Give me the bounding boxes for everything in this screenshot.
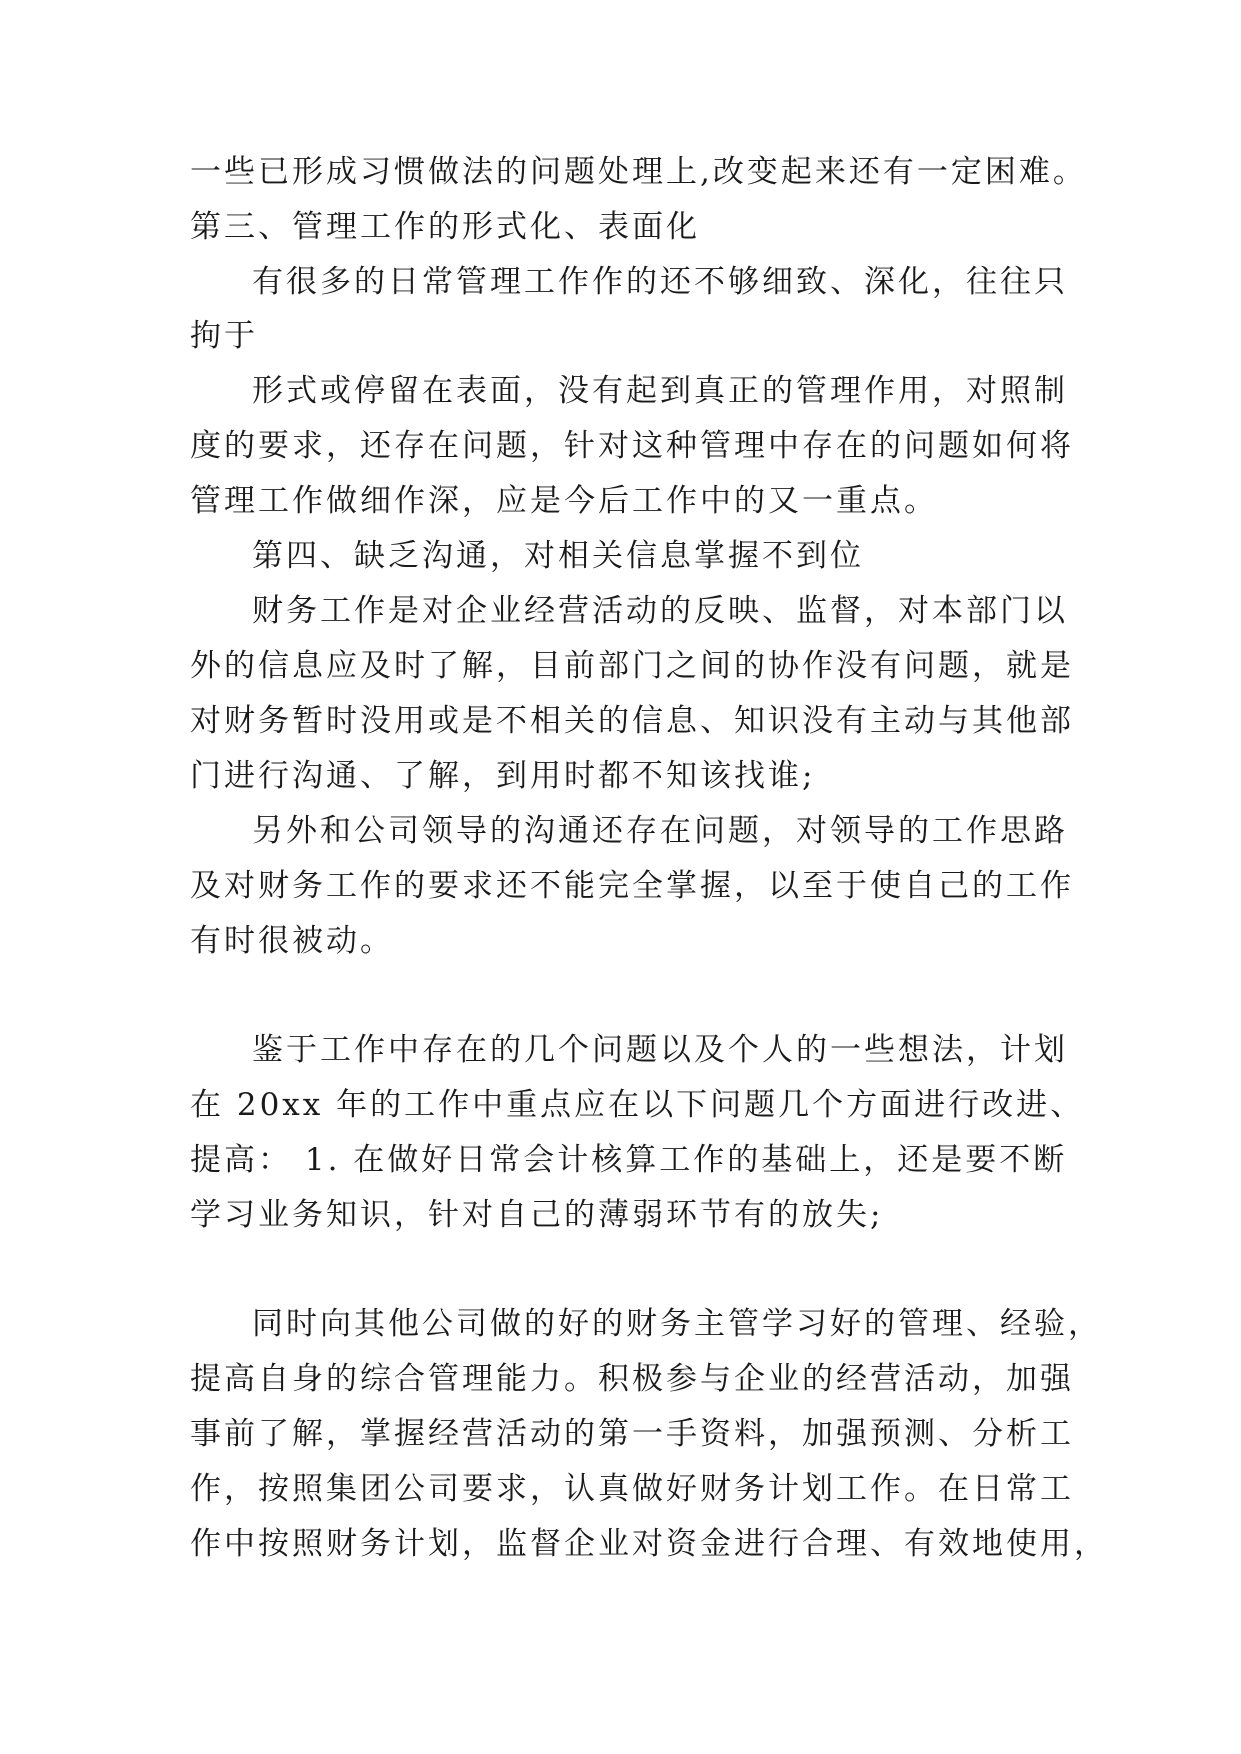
text-line-14: 及对财务工作的要求还不能完全掌握，以至于使自己的工作 [190,868,1074,904]
text-line-20: 同时向其他公司做的好的财务主管学习好的管理、经验， [252,1306,1102,1342]
text-line-23: 作，按照集团公司要求，认真做好财务计划工作。在日常工 [190,1471,1074,1507]
text-line-9: 财务工作是对企业经营活动的反映、监督，对本部门以 [252,593,1068,629]
text-line-4: 拘于 [190,318,258,354]
text-line-12: 门进行沟通、了解，到用时都不知该找谁; [190,758,816,794]
text-line-7: 管理工作做细作深，应是今后工作中的又一重点。 [190,483,938,519]
text-line-3: 有很多的日常管理工作作的还不够细致、深化，往往只 [252,264,1068,300]
section-heading-4: 第四、缺乏沟通，对相关信息掌握不到位 [252,538,864,574]
text-line-11: 对财务暂时没用或是不相关的信息、知识没有主动与其他部 [190,703,1074,739]
text-line-5: 形式或停留在表面，没有起到真正的管理作用，对照制 [252,373,1068,409]
text-line-6: 度的要求，还存在问题，针对这种管理中存在的问题如何将 [190,428,1074,464]
text-line-10: 外的信息应及时了解，目前部门之间的协作没有问题，就是 [190,648,1074,684]
section-heading-3: 第三、管理工作的形式化、表面化 [190,209,700,245]
text-line-21: 提高自身的综合管理能力。积极参与企业的经营活动，加强 [190,1361,1074,1397]
text-line-16: 鉴于工作中存在的几个问题以及个人的一些想法，计划 [252,1032,1068,1068]
text-line-18: 提高： 1. 在做好日常会计核算工作的基础上，还是要不断 [190,1142,1068,1178]
text-line-13: 另外和公司领导的沟通还存在问题，对领导的工作思路 [252,813,1068,849]
text-line-1: 一些已形成习惯做法的问题处理上,改变起来还有一定困难。 [190,154,1087,190]
text-line-15: 有时很被动。 [190,923,394,959]
text-line-22: 事前了解，掌握经营活动的第一手资料，加强预测、分析工 [190,1416,1074,1452]
text-line-19: 学习业务知识，针对自己的薄弱环节有的放失; [190,1197,884,1233]
text-line-17: 在 20xx 年的工作中重点应在以下问题几个方面进行改进、 [190,1087,1085,1123]
text-line-24: 作中按照财务计划，监督企业对资金进行合理、有效地使用， [190,1526,1108,1562]
